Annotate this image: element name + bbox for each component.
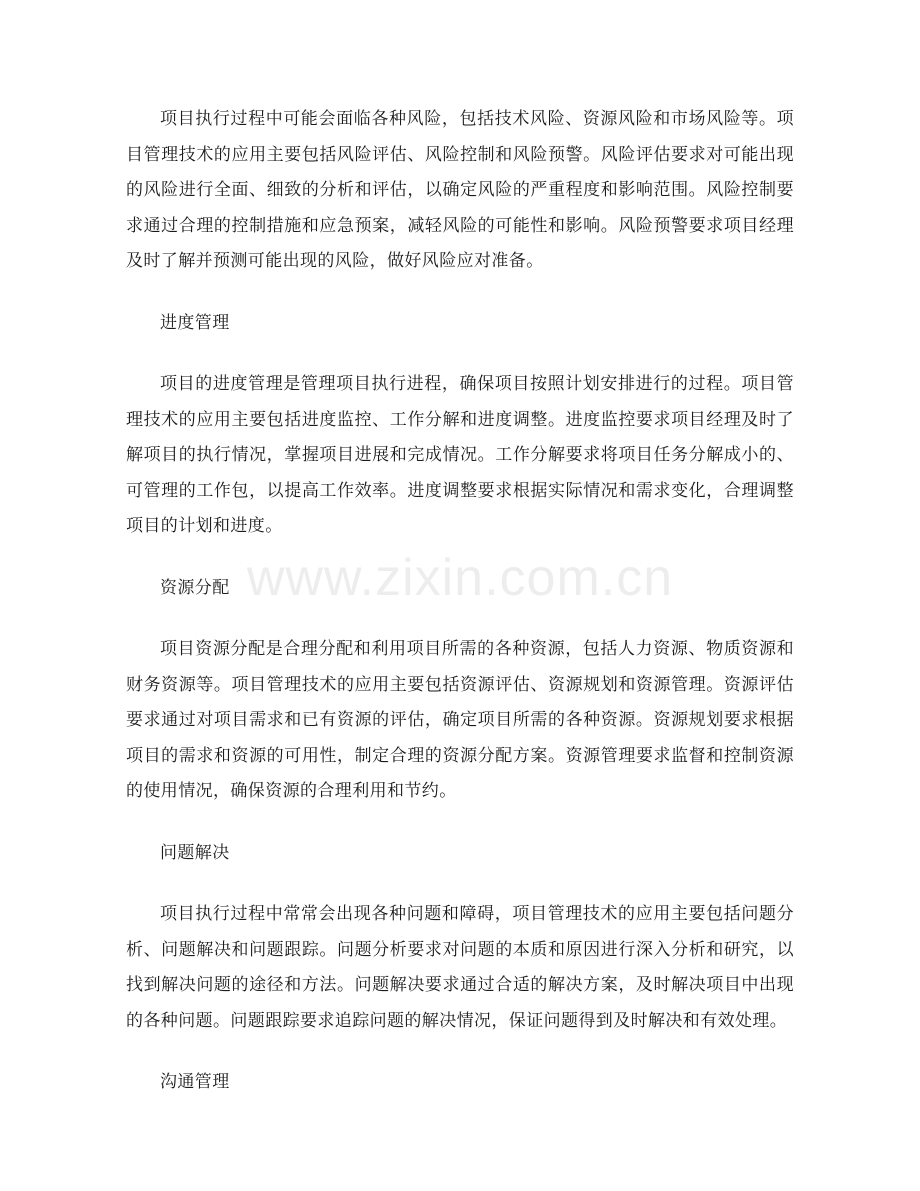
document-body bbox=[126, 102, 794, 1101]
heading-problem-solving: 问题解决 bbox=[160, 842, 230, 863]
watermark: www.zixin.com.cn bbox=[246, 549, 674, 607]
heading-schedule-management: 进度管理 bbox=[160, 312, 230, 333]
heading-resource-allocation: 资源分配 bbox=[160, 577, 230, 598]
paragraph-risk-management: 项目执行过程中可能会面临各种风险，包括技术风险、资源风险和市场风险等。项目管理技术的应用主要包括风险评估、风险控制和风险预警。风险评估要求对可能出现的风险进行全面、细致的分析和评估，以确定风险的严重程度和影响范围。风险控制要求通过合理的控制措施和应急预案，减轻风险的可能性和影响。风险预警要求项目经理及时了解并预测可能出现的风险，做好风险应对准备。 bbox=[126, 109, 794, 271]
heading-communication-management: 沟通管理 bbox=[160, 1072, 230, 1092]
paragraph-resource-allocation: 项目资源分配是合理分配和利用项目所需的各种资源，包括人力资源、物质资源和财务资源等。项目管理技术的应用主要包括资源评估、资源规划和资源管理。资源评估要求通过对项目需求和已有资源的评估，确定项目所需的各种资源。资源规划要求根据项目的需求和资源的可用性，制定合理的资源分配方案。资源管理要求监督和控制资源的使用情况，确保资源的合理利用和节约。 bbox=[126, 639, 794, 801]
paragraph-schedule-management: 项目的进度管理是管理项目执行进程，确保项目按照计划安排进行的过程。项目管理技术的应用主要包括进度监控、工作分解和进度调整。进度监控要求项目经理及时了解项目的执行情况，掌握项目进展和完成情况。工作分解要求将项目任务分解成小的、可管理的工作包，以提高工作效率。进度调整要求根据实际情况和需求变化，合理调整项目的计划和进度。 bbox=[126, 374, 794, 536]
paragraph-problem-solving: 项目执行过程中常常会出现各种问题和障碍，项目管理技术的应用主要包括问题分析、问题解决和问题跟踪。问题分析要求对问题的本质和原因进行深入分析和研究，以找到解决问题的途径和方法。问题解决要求通过合适的解决方案，及时解决项目中出现的各种问题。问题跟踪要求追踪问题的解决情况，保证问题得到及时解决和有效处理。 bbox=[126, 904, 794, 1031]
